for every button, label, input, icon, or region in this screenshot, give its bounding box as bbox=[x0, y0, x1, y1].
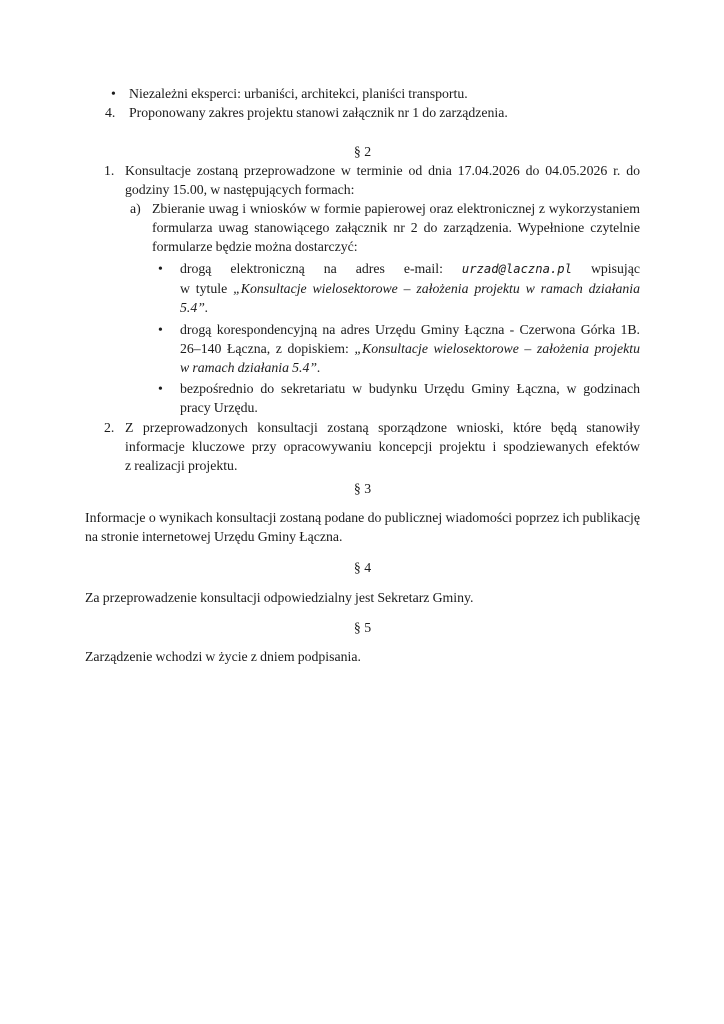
delivery-option-text bbox=[180, 320, 640, 377]
list-item-a bbox=[85, 199, 640, 256]
bullet-icon: • bbox=[158, 381, 163, 396]
list-item-experts bbox=[85, 84, 640, 103]
quoted-consultation-title: „Konsultacje wielosektorowe – założenia projektu w ramach działania 5.4”. bbox=[180, 341, 640, 375]
section-5-heading: § 5 bbox=[353, 620, 372, 635]
delivery-option-in-person bbox=[85, 379, 640, 417]
text-segment: drogą elektroniczną na adres e-mail: bbox=[180, 261, 462, 276]
list-item-text: Z przeprowadzonych konsultacji zostaną sporządzone wnioski, które będą stanowiły informacje kluczowe przy opracowywaniu koncepcji projektu i spodziewanych efektów z realizacji projektu. bbox=[125, 420, 640, 473]
bullet-icon: • bbox=[158, 322, 163, 337]
bullet-icon: • bbox=[111, 86, 116, 101]
bullet-icon: • bbox=[158, 261, 163, 276]
list-item-4 bbox=[85, 103, 640, 122]
list-item-2 bbox=[85, 418, 640, 475]
number-marker: 1. bbox=[104, 163, 115, 178]
section-2-heading: § 2 bbox=[353, 144, 372, 159]
list-item-1 bbox=[85, 161, 640, 199]
section-4-paragraph: Za przeprowadzenie konsultacji odpowiedzialny jest Sekretarz Gminy. bbox=[85, 590, 474, 605]
list-item-text: Zbieranie uwag i wniosków w formie papierowej oraz elektronicznej z wykorzystaniem formularza uwag stanowiącego załącznik nr 2 do zarządzenia. Wypełnione czytelnie formularze będzie można dostarczyć: bbox=[152, 201, 640, 254]
email-address: urzad@laczna.pl bbox=[461, 262, 572, 276]
number-marker: 4. bbox=[105, 105, 116, 120]
delivery-option-post bbox=[85, 320, 640, 377]
text-segment: drogą korespondencyjną na adres Urzędu Gminy Łączna - Czerwona Górka 1B. 26–140 Łączna, z dopiskiem: bbox=[180, 322, 640, 356]
section-5-paragraph: Zarządzenie wchodzi w życie z dniem podpisania. bbox=[85, 649, 361, 664]
list-item-text: Konsultacje zostaną przeprowadzone w terminie od dnia 17.04.2026 do 04.05.2026 r. do godziny 15.00, w następujących formach: bbox=[125, 163, 640, 197]
text-segment: wpisując w tytule bbox=[180, 261, 640, 296]
section-3-heading: § 3 bbox=[353, 481, 372, 496]
section-3-paragraph: Informacje o wynikach konsultacji zostaną podane do publicznej wiadomości poprzez ich publikację na stronie internetowej Urzędu Gminy Łączna. bbox=[85, 510, 640, 544]
letter-marker: a) bbox=[130, 201, 141, 216]
quoted-consultation-title: „Konsultacje wielosektorowe – założenia projektu w ramach działania 5.4”. bbox=[180, 281, 641, 315]
list-item-text: Niezależni eksperci: urbaniści, architekci, planiści transportu. bbox=[129, 86, 468, 101]
delivery-option-text bbox=[180, 259, 640, 317]
delivery-option-text: bezpośrednio do sekretariatu w budynku Urzędu Gminy Łączna, w godzinach pracy Urzędu. bbox=[180, 381, 640, 415]
number-marker: 2. bbox=[104, 420, 115, 435]
delivery-option-email bbox=[85, 259, 640, 317]
section-4-heading: § 4 bbox=[353, 560, 372, 575]
list-item-text: Proponowany zakres projektu stanowi załącznik nr 1 do zarządzenia. bbox=[129, 105, 508, 120]
